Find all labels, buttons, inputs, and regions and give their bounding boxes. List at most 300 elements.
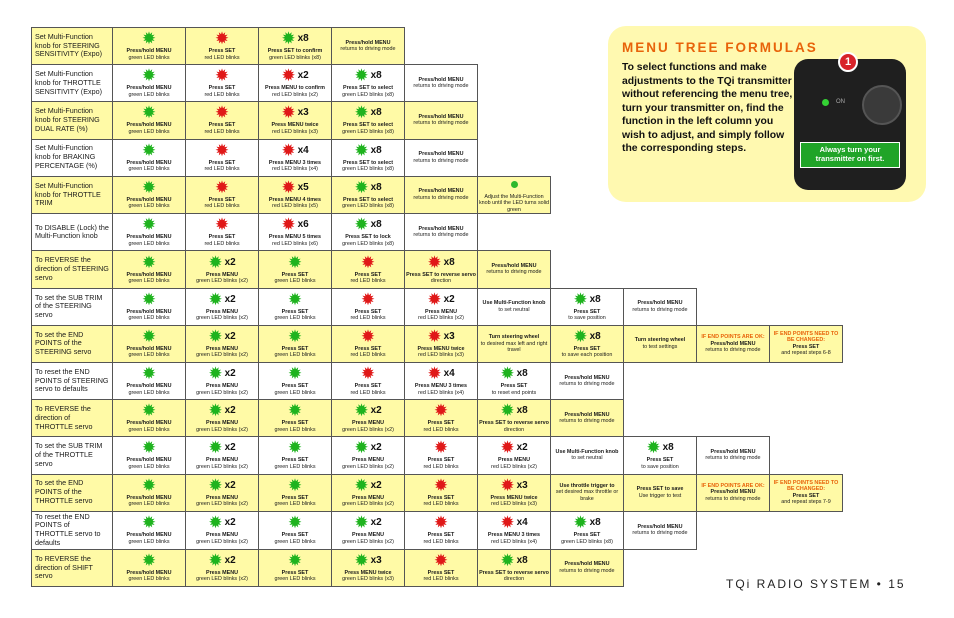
green-led-burst-icon: ✹ (287, 550, 303, 570)
step-cell (186, 437, 259, 474)
step-icon (551, 289, 623, 309)
step-icon (332, 550, 404, 570)
step-text: green LED blinks (x2) (196, 315, 248, 322)
blink-count: x2 (443, 293, 455, 305)
blink-count: x8 (589, 517, 601, 529)
step-text: Press SET to lock (345, 234, 391, 241)
step-text: Press SET (354, 271, 382, 278)
step-text: green LED blinks (x2) (196, 352, 248, 359)
step-cell (113, 28, 186, 65)
step-text: green LED blinks (274, 277, 316, 284)
step-cell (332, 251, 405, 288)
red-led-burst-icon: ✹ (214, 29, 230, 49)
step-text: green LED blinks (274, 463, 316, 470)
step-text: green LED blinks (128, 389, 170, 396)
step-text: Press SET (208, 48, 236, 55)
step-cell (405, 511, 478, 549)
red-led-burst-icon: ✹ (427, 252, 442, 272)
red-led-burst-icon: ✹ (433, 401, 449, 421)
step-cell (551, 288, 624, 325)
step-text: red LED blinks (204, 54, 240, 61)
step-text: Press MENU twice (417, 345, 465, 352)
row-label: To REVERSE the direction of SHIFT servo (32, 549, 113, 586)
step-icon (405, 289, 477, 309)
step-text: red LED blinks (x2) (272, 91, 318, 98)
red-led-burst-icon: ✹ (281, 140, 296, 160)
blink-count: x3 (443, 330, 455, 342)
step-text: red LED blinks (204, 240, 240, 247)
blink-count: x4 (443, 368, 455, 380)
step-icon (186, 440, 258, 456)
step-text: Press SET (208, 196, 236, 203)
green-led-burst-icon: ✹ (287, 513, 303, 533)
step-cell (113, 251, 186, 288)
step-icon (259, 217, 331, 233)
step-text: to save position (568, 315, 606, 322)
step-cell (405, 325, 478, 362)
step-text: green LED blinks (x2) (342, 538, 394, 545)
step-cell (478, 511, 551, 549)
step-cell (405, 214, 478, 251)
step-text: red LED blinks (x3) (272, 128, 318, 135)
step-cell (332, 65, 405, 102)
empty-cell (770, 362, 843, 399)
menu-row (32, 400, 843, 437)
step-icon (478, 403, 550, 419)
step-cell (551, 400, 624, 437)
green-led-burst-icon: ✹ (354, 438, 369, 458)
step-text: IF END POINTS ARE OK: (701, 334, 765, 341)
green-led-burst-icon: ✹ (287, 364, 303, 384)
step-icon (113, 440, 185, 456)
menu-tree-text: To select functions and make adjustments to the TQi transmitter without referencing the menu tree, turn your transmitter on, find the function in the left column you wish to adjust, and simply follow the corresponding steps. (622, 62, 793, 155)
step-text: green LED blinks (128, 128, 170, 135)
green-led-burst-icon: ✹ (500, 364, 515, 384)
step-icon (186, 326, 258, 346)
empty-cell (770, 437, 843, 474)
step-cell (405, 65, 478, 102)
step-text: Press SET (354, 308, 382, 315)
step-text: red LED blinks (x5) (272, 203, 318, 210)
step-text: to reset end points (491, 389, 537, 396)
green-led-burst-icon: ✹ (141, 140, 157, 160)
red-led-burst-icon: ✹ (433, 513, 449, 533)
step-text: Press/hold MENU (126, 234, 172, 241)
step-text: Press MENU 3 times (487, 532, 541, 539)
blink-count: x8 (370, 144, 382, 156)
step-cell (478, 362, 551, 399)
step-text: green LED blinks (x2) (196, 389, 248, 396)
step-text: green LED blinks (274, 501, 316, 508)
step-cell (186, 362, 259, 399)
step-text: Press SET (427, 532, 455, 539)
step-text: Press MENU (351, 420, 385, 427)
step-icon (186, 403, 258, 419)
step-text: to desired max left and right travel (480, 340, 548, 354)
solid-led-icon (511, 181, 518, 188)
green-led-burst-icon: ✹ (208, 475, 223, 495)
red-led-burst-icon: ✹ (433, 550, 449, 570)
green-led-burst-icon: ✹ (287, 289, 303, 309)
step-cell (551, 474, 624, 511)
step-cell (624, 325, 697, 362)
step-text: returns to driving mode (413, 232, 469, 239)
step-icon (332, 475, 404, 495)
step-text: Press SET (354, 345, 382, 352)
step-icon (478, 177, 550, 193)
blink-count: x8 (297, 33, 309, 45)
step-text: returns to driving mode (632, 306, 688, 313)
step-icon (478, 440, 550, 456)
green-led-burst-icon: ✹ (141, 364, 157, 384)
step-text: to save position (641, 463, 679, 470)
step-icon (113, 217, 185, 233)
step-text: Press/hold MENU (418, 225, 464, 232)
step-text: Press SET (208, 234, 236, 241)
blink-count: x5 (297, 181, 309, 193)
step-cell (551, 549, 624, 586)
step-icon (113, 326, 185, 346)
step-cell (624, 511, 697, 549)
step-cell (478, 474, 551, 511)
green-led-burst-icon: ✹ (208, 513, 223, 533)
step-cell (478, 325, 551, 362)
blink-count: x2 (224, 330, 236, 342)
step-text: returns to driving mode (705, 495, 761, 502)
step-cell (478, 288, 551, 325)
green-led-burst-icon: ✹ (141, 29, 157, 49)
step-icon (259, 403, 331, 419)
step-text: green LED blinks (x2) (342, 426, 394, 433)
step-icon (332, 366, 404, 382)
step-cell (624, 437, 697, 474)
step-cell (186, 176, 259, 213)
blink-count: x2 (224, 479, 236, 491)
row-label: To set the SUB TRIM of the STEERING servo (32, 288, 113, 325)
step-icon (405, 366, 477, 382)
green-led-burst-icon: ✹ (281, 29, 296, 49)
step-text: Press MENU (205, 420, 239, 427)
step-text: returns to driving mode (413, 157, 469, 164)
step-text: Press SET (427, 569, 455, 576)
on-label: ON (836, 99, 845, 105)
red-led-burst-icon: ✹ (500, 475, 515, 495)
green-led-burst-icon: ✹ (208, 289, 223, 309)
menu-row (32, 474, 843, 511)
step-cell (186, 28, 259, 65)
green-led-burst-icon: ✹ (141, 513, 157, 533)
step-icon (405, 403, 477, 419)
step-text: red LED blinks (x6) (272, 240, 318, 247)
step-cell (478, 251, 551, 288)
menu-row (32, 325, 843, 362)
step-text: green LED blinks (128, 463, 170, 470)
row-label: Set Multi-Function knob for BRAKING PERCENTAGE (%) (32, 139, 113, 176)
red-led-burst-icon: ✹ (281, 66, 296, 86)
step-text: red LED blinks (x3) (491, 501, 537, 508)
blink-count: x2 (224, 405, 236, 417)
step-text: Press SET (792, 343, 820, 350)
step-text: returns to driving mode (559, 567, 615, 574)
red-led-burst-icon: ✹ (433, 475, 449, 495)
empty-cell (697, 251, 770, 288)
step-cell (332, 437, 405, 474)
step-text: red LED blinks (350, 277, 386, 284)
step-text: Press SET to save (636, 486, 684, 493)
green-led-burst-icon: ✹ (208, 438, 223, 458)
step-icon (332, 217, 404, 233)
empty-cell (697, 288, 770, 325)
step-cell (551, 325, 624, 362)
step-text: Press SET to select (342, 85, 394, 92)
empty-cell (624, 549, 697, 586)
step-text: Press SET (281, 345, 309, 352)
step-icon (405, 440, 477, 456)
step-text: to set neutral (498, 306, 530, 313)
blink-count: x2 (370, 405, 382, 417)
step-cell (113, 474, 186, 511)
step-cell (332, 325, 405, 362)
step-cell (259, 251, 332, 288)
step-cell (624, 474, 697, 511)
step-text: Press/hold MENU (418, 188, 464, 195)
menu-row (32, 362, 843, 399)
empty-cell (478, 102, 551, 139)
blink-count: x2 (224, 517, 236, 529)
step-text: Press/hold MENU (126, 271, 172, 278)
green-led-burst-icon: ✹ (573, 289, 588, 309)
step-text: Press MENU (205, 271, 239, 278)
step-text: Press SET (354, 383, 382, 390)
green-led-burst-icon: ✹ (287, 326, 303, 346)
green-led-burst-icon: ✹ (208, 364, 223, 384)
step-text: green LED blinks (128, 352, 170, 359)
step-icon (259, 105, 331, 121)
green-led-burst-icon: ✹ (287, 401, 303, 421)
red-led-burst-icon: ✹ (360, 364, 376, 384)
step-text: returns to driving mode (705, 455, 761, 462)
step-icon (405, 550, 477, 570)
green-led-burst-icon: ✹ (646, 438, 661, 458)
step-text: Press MENU (424, 308, 458, 315)
step-icon (113, 366, 185, 382)
step-cell (770, 325, 843, 362)
step-text: Press/hold MENU (418, 76, 464, 83)
row-label: Set Multi-Function knob for THROTTLE SENSITIVITY (Expo) (32, 65, 113, 102)
step-cell (697, 474, 770, 511)
step-text: red LED blinks (350, 352, 386, 359)
step-icon (259, 475, 331, 495)
step-cell (113, 65, 186, 102)
step-cell (259, 437, 332, 474)
step-cell (405, 400, 478, 437)
menu-row (32, 288, 843, 325)
red-led-burst-icon: ✹ (281, 177, 296, 197)
empty-cell (624, 362, 697, 399)
step-text: red LED blinks (350, 315, 386, 322)
step-text: Press MENU (205, 457, 239, 464)
green-led-burst-icon: ✹ (208, 252, 223, 272)
step-cell (405, 176, 478, 213)
step-text: Press SET (500, 383, 528, 390)
step-cell (551, 511, 624, 549)
step-text: Press MENU 4 times (268, 196, 322, 203)
empty-cell (478, 28, 551, 65)
blink-count: x2 (224, 368, 236, 380)
step-cell (259, 28, 332, 65)
step-icon (259, 68, 331, 84)
step-cell (405, 362, 478, 399)
step-text: Press SET (281, 271, 309, 278)
step-cell (551, 362, 624, 399)
step-icon (332, 140, 404, 160)
step-cell (478, 549, 551, 586)
transmitter-note: Always turn your transmitter on first. (800, 142, 900, 168)
step-icon (113, 550, 185, 570)
step-icon (186, 177, 258, 197)
step-text: Press MENU 3 times (268, 159, 322, 166)
blink-count: x2 (370, 442, 382, 454)
red-led-burst-icon: ✹ (214, 215, 230, 235)
step-icon (332, 68, 404, 84)
step-icon (113, 252, 185, 272)
menu-row (32, 549, 843, 586)
step-icon (113, 289, 185, 309)
empty-cell (624, 214, 697, 251)
step-cell (332, 288, 405, 325)
step-cell (113, 549, 186, 586)
step-text: green LED blinks (128, 277, 170, 284)
step-text: green LED blinks (x3) (342, 576, 394, 583)
step-cell (405, 139, 478, 176)
step-text: Press SET (281, 457, 309, 464)
step-text: direction (503, 426, 525, 433)
step-text: green LED blinks (x8) (342, 128, 394, 135)
red-led-burst-icon: ✹ (427, 364, 442, 384)
step-cell (259, 549, 332, 586)
step-text: Press MENU 5 times (268, 234, 322, 241)
step-text: green LED blinks (x2) (196, 277, 248, 284)
step-text: green LED blinks (128, 91, 170, 98)
step-cell (332, 102, 405, 139)
step-text: Press MENU (205, 383, 239, 390)
step-icon (259, 366, 331, 382)
step-text: red LED blinks (204, 203, 240, 210)
red-led-burst-icon: ✹ (281, 103, 296, 123)
step-cell (405, 251, 478, 288)
step-text: Press/hold MENU (710, 489, 756, 496)
step-cell (332, 362, 405, 399)
step-icon (186, 31, 258, 47)
red-led-burst-icon: ✹ (214, 140, 230, 160)
step-cell (697, 437, 770, 474)
step-cell (186, 325, 259, 362)
step-text: Press/hold MENU (126, 122, 172, 129)
step-text: Press SET (281, 494, 309, 501)
step-text: Press/hold MENU (126, 85, 172, 92)
blink-count: x8 (516, 405, 528, 417)
red-led-burst-icon: ✹ (360, 252, 376, 272)
step-text: Press MENU (351, 457, 385, 464)
step-icon (259, 515, 331, 531)
step-text: Press/hold MENU (345, 39, 391, 46)
step-icon (259, 252, 331, 272)
step-text: Press MENU (205, 532, 239, 539)
row-label: To set the END POINTS of the STEERING servo (32, 325, 113, 362)
green-led-burst-icon: ✹ (208, 401, 223, 421)
step-text: returns to driving mode (413, 120, 469, 127)
step-cell (186, 400, 259, 437)
row-label: To DISABLE (Lock) the Multi-Function knob (32, 214, 113, 251)
red-led-burst-icon: ✹ (433, 438, 449, 458)
empty-cell (770, 251, 843, 288)
step-text: to set neutral (571, 455, 603, 462)
step-cell (770, 474, 843, 511)
green-led-burst-icon: ✹ (354, 550, 369, 570)
step-cell (113, 288, 186, 325)
step-text: Press MENU (351, 494, 385, 501)
blink-count: x2 (370, 517, 382, 529)
step-text: Press/hold MENU (126, 569, 172, 576)
step-text: green LED blinks (x8) (561, 538, 613, 545)
step-text: Press MENU twice (271, 122, 319, 129)
step-icon (186, 550, 258, 570)
green-led-burst-icon: ✹ (141, 550, 157, 570)
blink-count: x2 (370, 479, 382, 491)
step-icon (113, 475, 185, 495)
step-icon (113, 177, 185, 197)
step-text: Press/hold MENU (126, 420, 172, 427)
step-text: red LED blinks (x2) (418, 315, 464, 322)
step-text: Press MENU (205, 345, 239, 352)
empty-cell (770, 288, 843, 325)
step-cell (259, 362, 332, 399)
step-cell (186, 549, 259, 586)
step-cell (259, 511, 332, 549)
step-icon (186, 105, 258, 121)
step-text: green LED blinks (128, 54, 170, 61)
step-text: red LED blinks (423, 463, 459, 470)
empty-cell (770, 400, 843, 437)
empty-cell (478, 139, 551, 176)
row-label: To set the END POINTS of the THROTTLE servo (32, 474, 113, 511)
step-text: green LED blinks (128, 203, 170, 210)
step-text: returns to driving mode (340, 46, 396, 53)
step-cell (332, 139, 405, 176)
row-label: To reset the END POINTS of THROTTLE servo to defaults (32, 511, 113, 549)
step-cell (405, 102, 478, 139)
step-text: Press/hold MENU (564, 374, 610, 381)
step-cell (332, 549, 405, 586)
step-text: green LED blinks (274, 426, 316, 433)
step-cell (624, 288, 697, 325)
green-led-burst-icon: ✹ (141, 326, 157, 346)
step-text: IF END POINTS ARE OK: (701, 482, 765, 489)
step-icon (478, 515, 550, 531)
menu-row (32, 511, 843, 549)
green-led-burst-icon: ✹ (141, 215, 157, 235)
green-led-burst-icon: ✹ (500, 401, 515, 421)
step-icon (186, 289, 258, 309)
step-text: Press/hold MENU (126, 457, 172, 464)
step-text: Press SET to reverse servo (479, 420, 549, 427)
step-icon (259, 440, 331, 456)
step-text: returns to driving mode (559, 381, 615, 388)
step-text: Press/hold MENU (126, 196, 172, 203)
red-led-burst-icon: ✹ (281, 215, 296, 235)
row-label: Set Multi-Function knob for STEERING DUAL RATE (%) (32, 102, 113, 139)
step-icon (113, 515, 185, 531)
